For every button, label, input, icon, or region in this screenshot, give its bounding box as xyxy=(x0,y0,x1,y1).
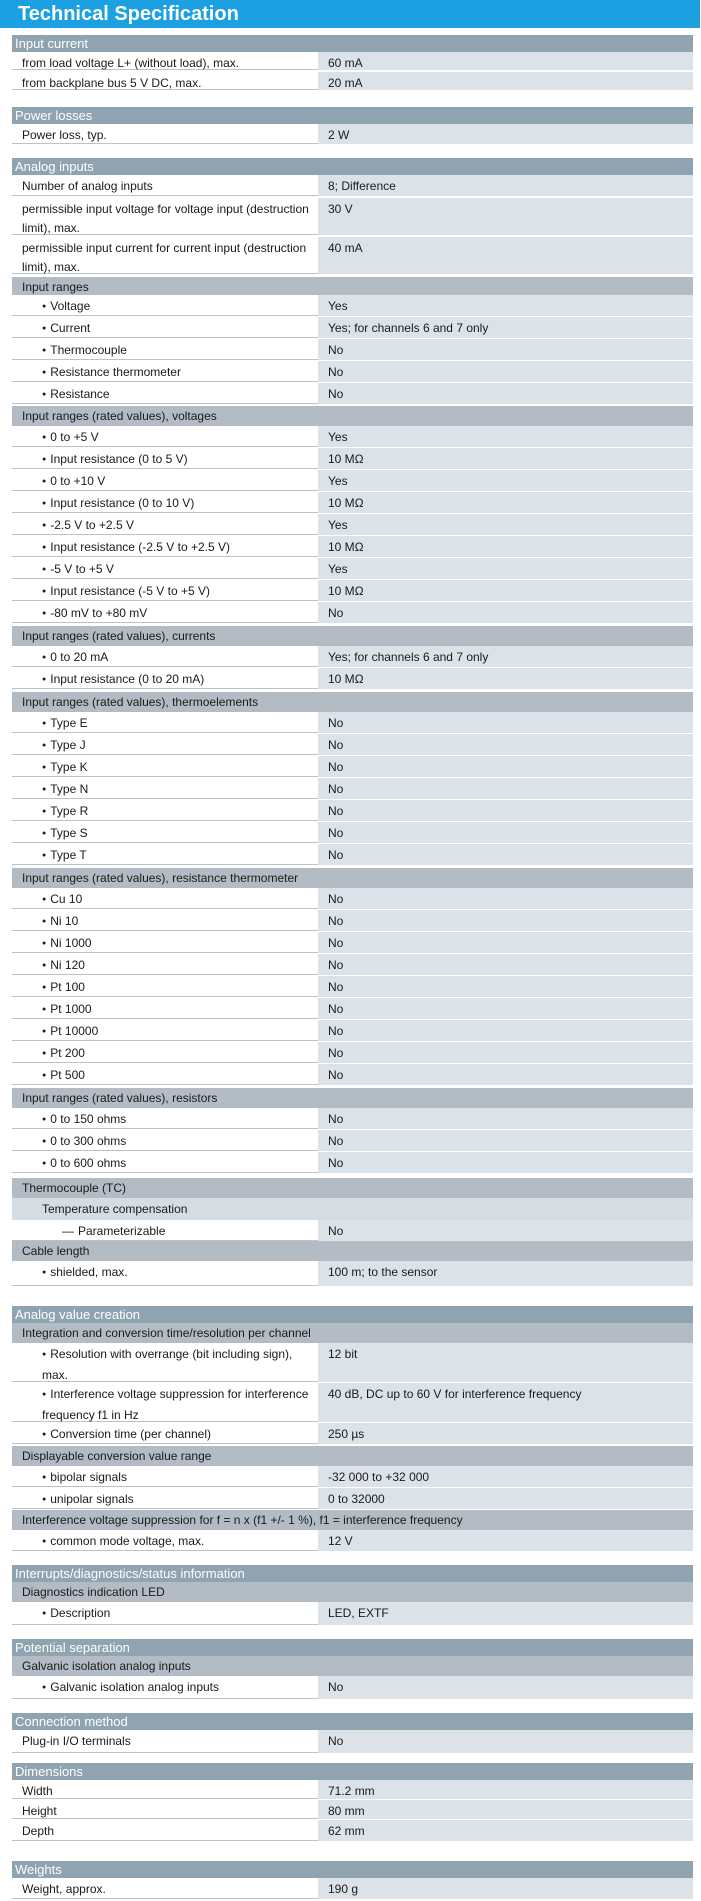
header-text: Input ranges (rated values), resistance thermometer xyxy=(22,871,299,885)
spec-value: No xyxy=(318,1108,693,1129)
subsection-header-temperature-compensation xyxy=(12,1198,693,1220)
spec-row xyxy=(12,1878,693,1900)
section-header-power-losses xyxy=(12,106,693,124)
spec-value: No xyxy=(318,1130,693,1151)
spec-value: No xyxy=(318,339,693,360)
spec-row xyxy=(12,295,693,317)
spec-value: No xyxy=(318,910,693,931)
header-text: Power losses xyxy=(15,108,93,123)
spec-label: ● Type E xyxy=(12,712,318,733)
section-header-analog-value-creation xyxy=(12,1305,693,1323)
subsection-header-displayable-conversion-value-range xyxy=(12,1446,693,1466)
spec-value: 0 to 32000 xyxy=(318,1488,693,1509)
spec-value: 10 MΩ xyxy=(318,580,693,601)
spec-label: from load voltage L+ (without load), max. xyxy=(12,52,318,70)
spec-value: 10 MΩ xyxy=(318,668,693,689)
spec-label: ● Resistance thermometer xyxy=(12,361,318,382)
spec-row xyxy=(12,800,693,822)
spec-label: ● 0 to 20 mA xyxy=(12,646,318,667)
header-text: Temperature compensation xyxy=(42,1202,188,1216)
spec-row xyxy=(12,1488,693,1510)
spec-label: ● Description xyxy=(12,1602,318,1625)
spec-row xyxy=(12,1383,693,1423)
spec-row xyxy=(12,514,693,536)
section-header-interrupts-diagnostics-status-information xyxy=(12,1564,693,1582)
spec-row xyxy=(12,1220,693,1242)
spec-row xyxy=(12,1530,693,1552)
spec-label: ● Type J xyxy=(12,734,318,755)
spec-value: No xyxy=(318,932,693,953)
spec-value: No xyxy=(318,888,693,909)
spec-label: ● Type N xyxy=(12,778,318,799)
spec-row xyxy=(12,470,693,492)
header-text: Input ranges (rated values), resistors xyxy=(22,1091,218,1105)
spec-row xyxy=(12,646,693,668)
header-text: Input ranges (rated values), voltages xyxy=(22,409,217,423)
spec-row xyxy=(12,383,693,405)
spec-value: No xyxy=(318,1064,693,1085)
spec-row xyxy=(12,888,693,910)
spec-row xyxy=(12,1020,693,1042)
spec-value: No xyxy=(318,1042,693,1063)
spec-row xyxy=(12,1261,693,1287)
spec-label: ● 0 to +10 V xyxy=(12,470,318,491)
spec-value: 10 MΩ xyxy=(318,492,693,513)
spec-label: ● Input resistance (0 to 10 V) xyxy=(12,492,318,513)
header-text: Input current xyxy=(15,36,88,51)
header-text: Input ranges (rated values), thermoelements xyxy=(22,695,259,709)
spec-value: No xyxy=(318,976,693,997)
spec-row xyxy=(12,361,693,383)
spec-label: ● 0 to 600 ohms xyxy=(12,1152,318,1173)
header-text: Input ranges xyxy=(22,280,89,294)
subsection-header-thermocouple-tc xyxy=(12,1178,693,1198)
spec-value: No xyxy=(318,1152,693,1173)
spec-row xyxy=(12,1042,693,1064)
spec-value: 250 µs xyxy=(318,1423,693,1444)
spec-row xyxy=(12,668,693,690)
spec-value: Yes xyxy=(318,295,693,316)
spec-label: ● Ni 10 xyxy=(12,910,318,931)
spec-value: Yes; for channels 6 and 7 only xyxy=(318,317,693,338)
header-text: Potential separation xyxy=(15,1640,130,1655)
spec-label: from backplane bus 5 V DC, max. xyxy=(12,72,318,90)
subsection-header-input-ranges xyxy=(12,277,693,297)
spec-label: ● Type T xyxy=(12,844,318,865)
spec-value: No xyxy=(318,800,693,821)
spec-value: 20 mA xyxy=(318,72,693,90)
spec-label: ● Pt 10000 xyxy=(12,1020,318,1041)
spec-row xyxy=(12,317,693,339)
spec-label: ● -5 V to +5 V xyxy=(12,558,318,579)
section-header-dimensions xyxy=(12,1762,693,1780)
spec-value: No xyxy=(318,602,693,623)
header-text: Interference voltage suppression for f = n x (f1 +/- 1 %), f1 = interference frequency xyxy=(22,1513,463,1527)
spec-value: 100 m; to the sensor xyxy=(318,1261,693,1286)
spec-label: ● Input resistance (0 to 20 mA) xyxy=(12,668,318,689)
section-header-input-current xyxy=(12,34,693,52)
spec-label: ● shielded, max. xyxy=(12,1261,318,1286)
spec-label: Power loss, typ. xyxy=(12,124,318,144)
spec-label: ● Pt 1000 xyxy=(12,998,318,1019)
spec-row xyxy=(12,712,693,734)
spec-value: 80 mm xyxy=(318,1800,693,1819)
spec-label: ● Current xyxy=(12,317,318,338)
spec-value: 40 mA xyxy=(318,237,693,274)
subsection-header-diagnostics-indication-led xyxy=(12,1582,693,1602)
spec-row xyxy=(12,602,693,624)
section-header-potential-separation xyxy=(12,1638,693,1656)
spec-value: 71.2 mm xyxy=(318,1780,693,1799)
spec-row xyxy=(12,976,693,998)
section-header-weights xyxy=(12,1860,693,1878)
spec-label: ● Type R xyxy=(12,800,318,821)
spec-value: 8; Difference xyxy=(318,175,693,196)
spec-value: No xyxy=(318,844,693,865)
subsection-header-input-ranges-rated-values-resistance-thermometer xyxy=(12,868,693,888)
spec-value: No xyxy=(318,822,693,843)
spec-row xyxy=(12,1602,693,1626)
spec-row xyxy=(12,1730,693,1754)
header-text: Integration and conversion time/resolution per channel xyxy=(22,1326,311,1340)
spec-row xyxy=(12,175,693,197)
spec-value: No xyxy=(318,1676,693,1699)
spec-value: Yes xyxy=(318,558,693,579)
spec-label: ● 0 to 150 ohms xyxy=(12,1108,318,1129)
spec-value: No xyxy=(318,1020,693,1041)
spec-row xyxy=(12,1466,693,1488)
subsection-header-input-ranges-rated-values-voltages xyxy=(12,406,693,426)
spec-row xyxy=(12,448,693,470)
spec-row xyxy=(12,1130,693,1152)
subsection-header-input-ranges-rated-values-currents xyxy=(12,626,693,646)
spec-label: ● Thermocouple xyxy=(12,339,318,360)
spec-label: ● Pt 200 xyxy=(12,1042,318,1063)
header-text: Galvanic isolation analog inputs xyxy=(22,1659,191,1673)
spec-label: Number of analog inputs xyxy=(12,175,318,196)
spec-label: — Parameterizable xyxy=(12,1220,318,1241)
spec-label: ● Ni 1000 xyxy=(12,932,318,953)
spec-row xyxy=(12,237,693,275)
spec-label: permissible input voltage for voltage input (destruction limit), max. xyxy=(12,198,318,235)
spec-label: ● bipolar signals xyxy=(12,1466,318,1487)
section-header-analog-inputs xyxy=(12,157,693,175)
spec-row xyxy=(12,198,693,236)
spec-label: ● Type S xyxy=(12,822,318,843)
subsection-header-integration-and-conversion-time-resolution-per-channel xyxy=(12,1323,693,1343)
spec-row xyxy=(12,998,693,1020)
spec-row xyxy=(12,844,693,866)
spec-label: ● Input resistance (0 to 5 V) xyxy=(12,448,318,469)
spec-value: No xyxy=(318,756,693,777)
spec-label: ● Pt 500 xyxy=(12,1064,318,1085)
subsection-header-input-ranges-rated-values-resistors xyxy=(12,1088,693,1108)
spec-label: Depth xyxy=(12,1820,318,1841)
spec-label: ● Voltage xyxy=(12,295,318,316)
spec-label: Plug-in I/O terminals xyxy=(12,1730,318,1753)
spec-label: ● Resolution with overrange (bit including sign), max. xyxy=(12,1343,318,1382)
spec-label: Width xyxy=(12,1780,318,1799)
spec-label: Weight, approx. xyxy=(12,1878,318,1899)
spec-value: 60 mA xyxy=(318,52,693,70)
spec-label: ● Cu 10 xyxy=(12,888,318,909)
header-text: Input ranges (rated values), currents xyxy=(22,629,216,643)
spec-value: No xyxy=(318,954,693,975)
spec-row xyxy=(12,1676,693,1700)
spec-row xyxy=(12,932,693,954)
spec-value: -32 000 to +32 000 xyxy=(318,1466,693,1487)
spec-value: 12 bit xyxy=(318,1343,693,1382)
header-text: Analog inputs xyxy=(15,159,94,174)
spec-label: ● Conversion time (per channel) xyxy=(12,1423,318,1444)
spec-row xyxy=(12,1064,693,1086)
header-text: Connection method xyxy=(15,1714,128,1729)
spec-value: No xyxy=(318,734,693,755)
subsection-header-input-ranges-rated-values-thermoelements xyxy=(12,692,693,712)
spec-row xyxy=(12,1423,693,1445)
spec-value: Yes xyxy=(318,514,693,535)
spec-row xyxy=(12,492,693,514)
spec-label: ● Resistance xyxy=(12,383,318,404)
header-text: Analog value creation xyxy=(15,1307,141,1322)
spec-row xyxy=(12,72,693,91)
spec-row xyxy=(12,1343,693,1383)
spec-value: 12 V xyxy=(318,1530,693,1551)
spec-label: ● Input resistance (-2.5 V to +2.5 V) xyxy=(12,536,318,557)
spec-row xyxy=(12,536,693,558)
header-text: Displayable conversion value range xyxy=(22,1449,212,1463)
spec-value: 10 MΩ xyxy=(318,536,693,557)
spec-value: LED, EXTF xyxy=(318,1602,693,1625)
spec-value: Yes xyxy=(318,470,693,491)
spec-label: ● common mode voltage, max. xyxy=(12,1530,318,1551)
spec-value: No xyxy=(318,1220,693,1241)
spec-row xyxy=(12,756,693,778)
spec-row xyxy=(12,1108,693,1130)
spec-label: ● Interference voltage suppression for interference frequency f1 in Hz xyxy=(12,1383,318,1422)
spec-value: 10 MΩ xyxy=(318,448,693,469)
spec-row xyxy=(12,52,693,71)
spec-row xyxy=(12,1800,693,1820)
page-title: Technical Specification xyxy=(0,0,700,28)
header-text: Weights xyxy=(15,1862,62,1877)
spec-row xyxy=(12,734,693,756)
spec-value: No xyxy=(318,1730,693,1753)
spec-label: permissible input current for current input (destruction limit), max. xyxy=(12,237,318,274)
spec-value: Yes xyxy=(318,426,693,447)
spec-label: ● 0 to +5 V xyxy=(12,426,318,447)
subsection-header-cable-length xyxy=(12,1241,693,1261)
subsection-header-galvanic-isolation-analog-inputs xyxy=(12,1656,693,1676)
header-text: Diagnostics indication LED xyxy=(22,1585,165,1599)
spec-label: Height xyxy=(12,1800,318,1819)
spec-label: ● Input resistance (-5 V to +5 V) xyxy=(12,580,318,601)
spec-value: Yes; for channels 6 and 7 only xyxy=(318,646,693,667)
section-header-connection-method xyxy=(12,1712,693,1730)
spec-row xyxy=(12,778,693,800)
spec-label: ● unipolar signals xyxy=(12,1488,318,1509)
spec-value: No xyxy=(318,361,693,382)
spec-value: No xyxy=(318,998,693,1019)
spec-value: 2 W xyxy=(318,124,693,144)
spec-label: ● Ni 120 xyxy=(12,954,318,975)
spec-row xyxy=(12,339,693,361)
spec-label: ● Pt 100 xyxy=(12,976,318,997)
spec-row xyxy=(12,910,693,932)
spec-row xyxy=(12,1820,693,1842)
spec-row xyxy=(12,1152,693,1174)
spec-row xyxy=(12,124,693,145)
header-text: Interrupts/diagnostics/status information xyxy=(15,1566,245,1581)
spec-label: ● 0 to 300 ohms xyxy=(12,1130,318,1151)
spec-row xyxy=(12,426,693,448)
spec-row xyxy=(12,954,693,976)
header-text: Cable length xyxy=(22,1244,90,1258)
spec-row xyxy=(12,822,693,844)
spec-value: 190 g xyxy=(318,1878,693,1899)
spec-row xyxy=(12,580,693,602)
spec-label: ● Galvanic isolation analog inputs xyxy=(12,1676,318,1699)
spec-value: 30 V xyxy=(318,198,693,235)
spec-value: 62 mm xyxy=(318,1820,693,1841)
header-text: Dimensions xyxy=(15,1764,83,1779)
subsection-header-interference-voltage-suppression-for-f-n-x-f1-1-f1-interference-frequency xyxy=(12,1510,693,1530)
spec-label: ● -2.5 V to +2.5 V xyxy=(12,514,318,535)
spec-value: 40 dB, DC up to 60 V for interference frequency xyxy=(318,1383,693,1422)
spec-row xyxy=(12,558,693,580)
spec-value: No xyxy=(318,712,693,733)
header-text: Thermocouple (TC) xyxy=(22,1181,127,1195)
spec-value: No xyxy=(318,778,693,799)
spec-label: ● -80 mV to +80 mV xyxy=(12,602,318,623)
spec-value: No xyxy=(318,383,693,404)
spec-label: ● Type K xyxy=(12,756,318,777)
spec-row xyxy=(12,1780,693,1800)
